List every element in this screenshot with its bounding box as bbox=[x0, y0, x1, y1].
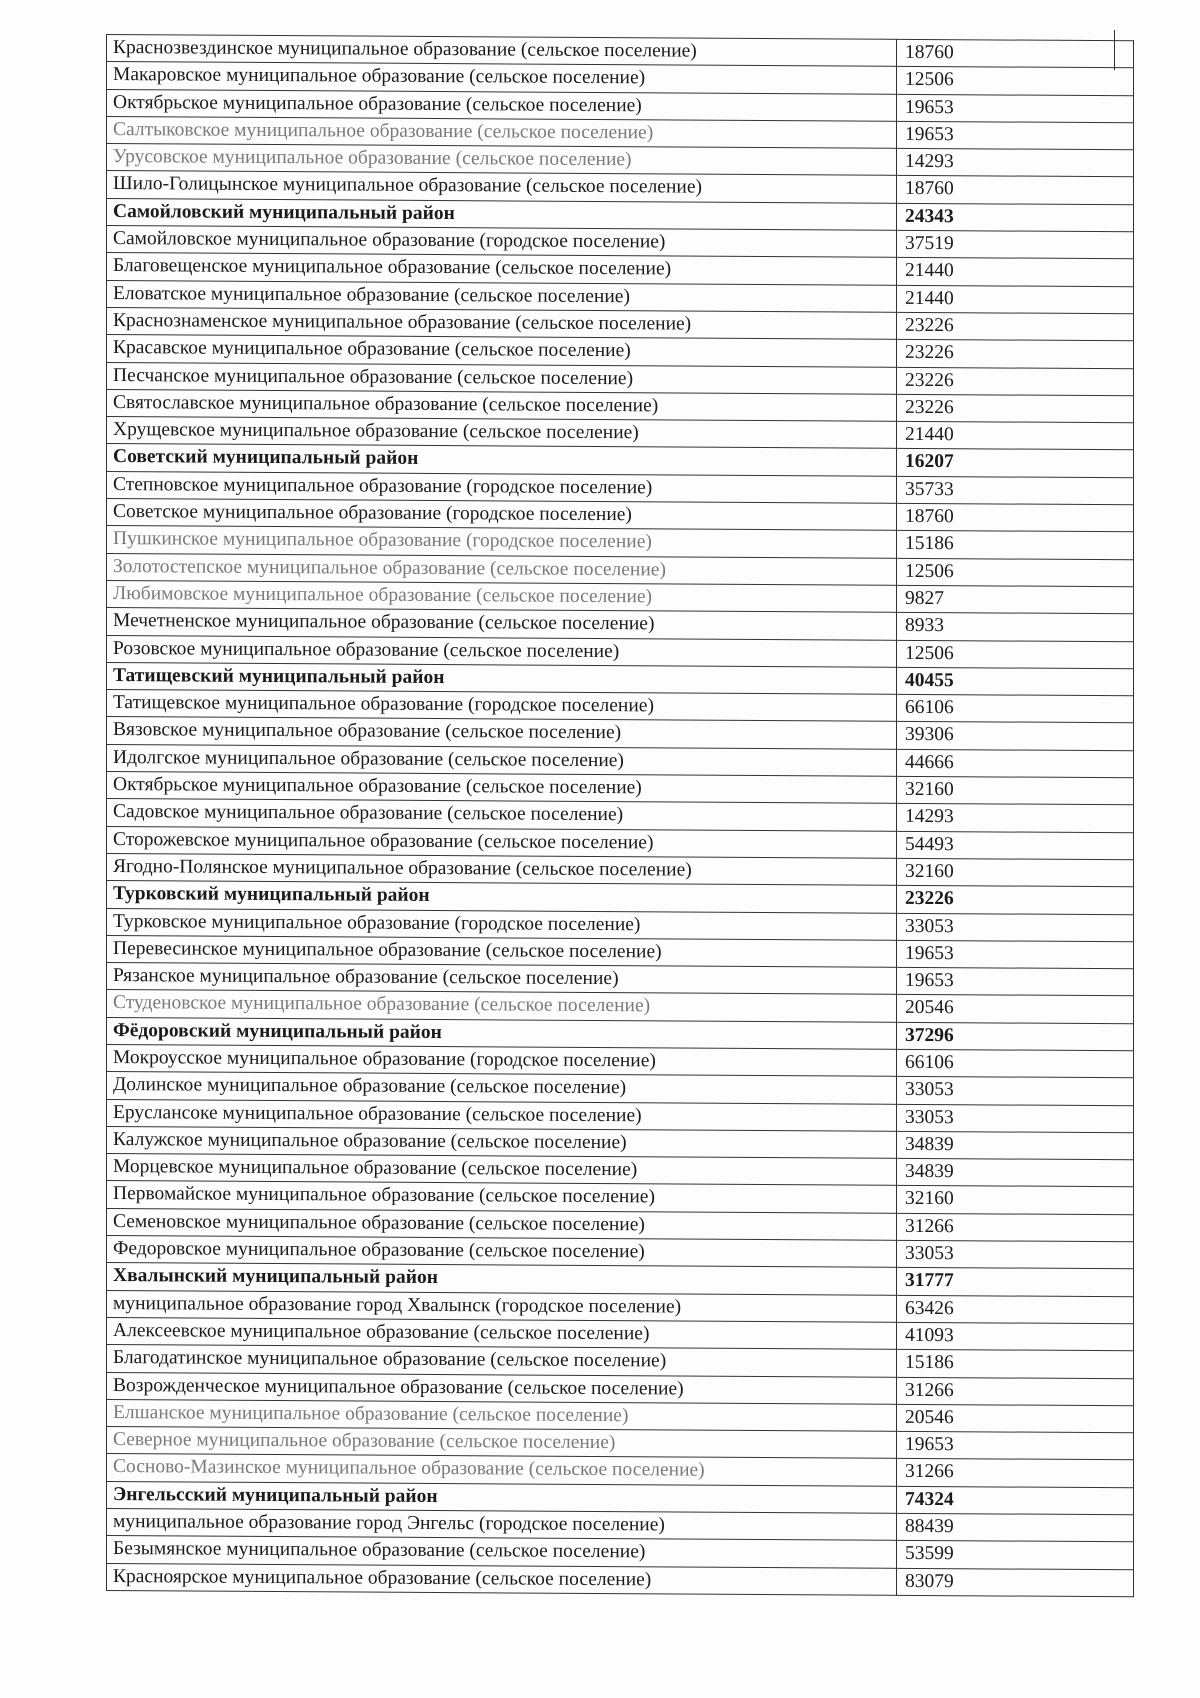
formation-name-cell: Песчанское муниципальное образование (сельское поселение) bbox=[107, 362, 897, 394]
municipal-formations-table bbox=[106, 34, 1134, 1597]
value-cell: 33053 bbox=[897, 913, 1134, 942]
formation-name-cell: Благовещенское муниципальное образование (сельское поселение) bbox=[107, 253, 897, 285]
value-cell: 54493 bbox=[897, 831, 1134, 860]
value-cell: 33053 bbox=[897, 1104, 1134, 1133]
value-cell: 39306 bbox=[897, 722, 1134, 751]
formation-name-cell: Морцевское муниципальное образование (сельское поселение) bbox=[107, 1154, 897, 1186]
formation-name-cell: муниципальное образование город Хвалынск (городское поселение) bbox=[107, 1290, 897, 1322]
value-cell: 19653 bbox=[897, 1431, 1134, 1460]
formation-name-cell: Пушкинское муниципальное образование (городское поселение) bbox=[107, 526, 897, 558]
formation-name-cell: Первомайское муниципальное образование (сельское поселение) bbox=[107, 1181, 897, 1213]
district-name-cell: Турковский муниципальный район bbox=[107, 881, 897, 913]
value-cell: 37296 bbox=[897, 1022, 1134, 1051]
value-cell: 44666 bbox=[897, 749, 1134, 778]
formation-name-cell: Макаровское муниципальное образование (сельское поселение) bbox=[107, 62, 897, 94]
value-cell: 21440 bbox=[897, 421, 1134, 450]
value-cell: 63426 bbox=[897, 1295, 1134, 1324]
formation-name-cell: Салтыковское муниципальное образование (сельское поселение) bbox=[107, 116, 897, 148]
formation-name-cell: муниципальное образование город Энгельс (городское поселение) bbox=[107, 1509, 897, 1541]
formation-name-cell: Еловатское муниципальное образование (сельское поселение) bbox=[107, 280, 897, 312]
value-cell: 23226 bbox=[897, 312, 1134, 341]
value-cell: 18760 bbox=[897, 503, 1134, 532]
value-cell: 21440 bbox=[897, 258, 1134, 287]
formation-name-cell: Краснозвездинское муниципальное образование (сельское поселение) bbox=[107, 35, 897, 67]
value-cell: 34839 bbox=[897, 1159, 1134, 1188]
value-cell: 12506 bbox=[897, 67, 1134, 96]
value-cell: 12506 bbox=[897, 558, 1134, 587]
table-body bbox=[107, 35, 1134, 1597]
formation-name-cell: Калужское муниципальное образование (сельское поселение) bbox=[107, 1126, 897, 1158]
value-cell: 37519 bbox=[897, 230, 1134, 259]
formation-name-cell: Степновское муниципальное образование (городское поселение) bbox=[107, 471, 897, 503]
formation-name-cell: Еруслансоке муниципальное образование (сельское поселение) bbox=[107, 1099, 897, 1131]
value-cell: 18760 bbox=[897, 176, 1134, 205]
value-cell: 31266 bbox=[897, 1459, 1134, 1488]
formation-name-cell: Федоровское муниципальное образование (сельское поселение) bbox=[107, 1236, 897, 1268]
district-name-cell: Самойловский муниципальный район bbox=[107, 198, 897, 230]
value-cell: 23226 bbox=[897, 340, 1134, 369]
formation-name-cell: Мокроусское муниципальное образование (городское поселение) bbox=[107, 1044, 897, 1076]
value-cell: 32160 bbox=[897, 858, 1134, 887]
formation-name-cell: Северное муниципальное образование (сельское поселение) bbox=[107, 1427, 897, 1459]
value-cell: 40455 bbox=[897, 667, 1134, 696]
value-cell: 32160 bbox=[897, 776, 1134, 805]
formation-name-cell: Красноярское муниципальное образование (сельское поселение) bbox=[107, 1563, 897, 1595]
value-cell: 14293 bbox=[897, 804, 1134, 833]
formation-name-cell: Краснознаменское муниципальное образование (сельское поселение) bbox=[107, 307, 897, 339]
value-cell: 12506 bbox=[897, 640, 1134, 669]
formation-name-cell: Садовское муниципальное образование (сельское поселение) bbox=[107, 799, 897, 831]
district-name-cell: Фёдоровский муниципальный район bbox=[107, 1017, 897, 1049]
formation-name-cell: Любимовское муниципальное образование (сельское поселение) bbox=[107, 580, 897, 612]
value-cell: 33053 bbox=[897, 1077, 1134, 1106]
formation-name-cell: Советское муниципальное образование (городское поселение) bbox=[107, 499, 897, 531]
value-cell: 32160 bbox=[897, 1186, 1134, 1215]
formation-name-cell: Святославское муниципальное образование (сельское поселение) bbox=[107, 389, 897, 421]
formation-name-cell: Долинское муниципальное образование (сельское поселение) bbox=[107, 1072, 897, 1104]
formation-name-cell: Рязанское муниципальное образование (сельское поселение) bbox=[107, 963, 897, 995]
value-cell: 19653 bbox=[897, 940, 1134, 969]
value-cell: 24343 bbox=[897, 203, 1134, 232]
formation-name-cell: Алексеевское муниципальное образование (сельское поселение) bbox=[107, 1317, 897, 1349]
value-cell: 74324 bbox=[897, 1486, 1134, 1515]
value-cell: 66106 bbox=[897, 1049, 1134, 1078]
value-cell: 31266 bbox=[897, 1213, 1134, 1242]
value-cell: 33053 bbox=[897, 1240, 1134, 1269]
formation-name-cell: Студеновское муниципальное образование (сельское поселение) bbox=[107, 990, 897, 1022]
formation-name-cell: Перевесинское муниципальное образование (сельское поселение) bbox=[107, 935, 897, 967]
formation-name-cell: Шило-Голицынское муниципальное образование (сельское поселение) bbox=[107, 171, 897, 203]
formation-name-cell: Семеновское муниципальное образование (сельское поселение) bbox=[107, 1208, 897, 1240]
formation-name-cell: Мечетненское муниципальное образование (сельское поселение) bbox=[107, 608, 897, 640]
value-cell: 9827 bbox=[897, 585, 1134, 614]
formation-name-cell: Безымянское муниципальное образование (сельское поселение) bbox=[107, 1536, 897, 1568]
value-cell: 16207 bbox=[897, 449, 1134, 478]
value-cell: 83079 bbox=[897, 1568, 1134, 1597]
value-cell: 19653 bbox=[897, 967, 1134, 996]
formation-name-cell: Возрожденческое муниципальное образование (сельское поселение) bbox=[107, 1372, 897, 1404]
value-cell: 66106 bbox=[897, 694, 1134, 723]
formation-name-cell: Сосново-Мазинское муниципальное образование (сельское поселение) bbox=[107, 1454, 897, 1486]
district-name-cell: Татищевский муниципальный район bbox=[107, 662, 897, 694]
formation-name-cell: Сторожевское муниципальное образование (сельское поселение) bbox=[107, 826, 897, 858]
value-cell: 35733 bbox=[897, 476, 1134, 505]
district-name-cell: Хвалынский муниципальный район bbox=[107, 1263, 897, 1295]
formation-name-cell: Идолгское муниципальное образование (сельское поселение) bbox=[107, 744, 897, 776]
value-cell: 31266 bbox=[897, 1377, 1134, 1406]
formation-name-cell: Урусовское муниципальное образование (сельское поселение) bbox=[107, 144, 897, 176]
value-cell: 53599 bbox=[897, 1541, 1134, 1570]
formation-name-cell: Золотостепское муниципальное образование (сельское поселение) bbox=[107, 553, 897, 585]
value-cell: 23226 bbox=[897, 394, 1134, 423]
value-cell: 41093 bbox=[897, 1322, 1134, 1351]
formation-name-cell: Турковское муниципальное образование (городское поселение) bbox=[107, 908, 897, 940]
value-cell: 31777 bbox=[897, 1268, 1134, 1297]
formation-name-cell: Ягодно-Полянское муниципальное образование (сельское поселение) bbox=[107, 853, 897, 885]
formation-name-cell: Красавское муниципальное образование (сельское поселение) bbox=[107, 335, 897, 367]
value-cell: 23226 bbox=[897, 367, 1134, 396]
formation-name-cell: Татищевское муниципальное образование (городское поселение) bbox=[107, 690, 897, 722]
formation-name-cell: Розовское муниципальное образование (сельское поселение) bbox=[107, 635, 897, 667]
value-cell: 15186 bbox=[897, 531, 1134, 560]
value-cell: 18760 bbox=[897, 39, 1134, 68]
value-cell: 23226 bbox=[897, 886, 1134, 915]
value-cell: 20546 bbox=[897, 995, 1134, 1024]
table-row bbox=[107, 1563, 1134, 1597]
value-cell: 20546 bbox=[897, 1404, 1134, 1433]
value-cell: 34839 bbox=[897, 1131, 1134, 1160]
formation-name-cell: Вязовское муниципальное образование (сельское поселение) bbox=[107, 717, 897, 749]
value-cell: 19653 bbox=[897, 94, 1134, 123]
formation-name-cell: Елшанское муниципальное образование (сельское поселение) bbox=[107, 1399, 897, 1431]
value-cell: 88439 bbox=[897, 1513, 1134, 1542]
formation-name-cell: Хрущевское муниципальное образование (сельское поселение) bbox=[107, 417, 897, 449]
value-cell: 14293 bbox=[897, 149, 1134, 178]
formation-name-cell: Октябрьское муниципальное образование (сельское поселение) bbox=[107, 772, 897, 804]
formation-name-cell: Самойловское муниципальное образование (городское поселение) bbox=[107, 226, 897, 258]
formation-name-cell: Октябрьское муниципальное образование (сельское поселение) bbox=[107, 89, 897, 121]
value-cell: 19653 bbox=[897, 121, 1134, 150]
district-name-cell: Советский муниципальный район bbox=[107, 444, 897, 476]
value-cell: 8933 bbox=[897, 613, 1134, 642]
value-cell: 21440 bbox=[897, 285, 1134, 314]
formation-name-cell: Благодатинское муниципальное образование (сельское поселение) bbox=[107, 1345, 897, 1377]
district-name-cell: Энгельсский муниципальный район bbox=[107, 1481, 897, 1513]
value-cell: 15186 bbox=[897, 1350, 1134, 1379]
